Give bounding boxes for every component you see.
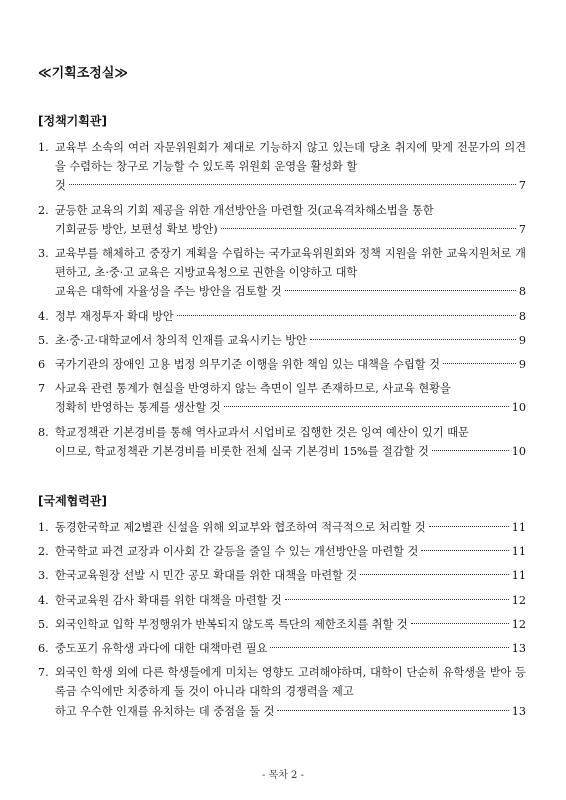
- toc-entry-last-line: [55, 639, 526, 658]
- dot-leader: [421, 550, 508, 551]
- dot-leader: [177, 315, 516, 316]
- toc-entry-text: [55, 566, 526, 585]
- dot-leader: [443, 363, 516, 364]
- toc-entry: [38, 615, 526, 634]
- toc-entry-last-line: [55, 566, 526, 585]
- toc-entry-last-line: [55, 702, 526, 721]
- section-heading-policy-planning: [정책기획관]: [38, 114, 107, 128]
- toc-entry-line: 기회균등 방안, 보편성 확보 방안): [55, 222, 218, 236]
- toc-page-number: 11: [511, 569, 526, 583]
- toc-entry-line: 중도포기 유학생 과다에 대한 대책마련 필요: [55, 642, 268, 656]
- toc-entry-line: 정부 재정투자 확대 방안: [55, 309, 174, 323]
- toc-entry-last-line: [55, 542, 526, 561]
- toc-entry-last-line: [55, 442, 526, 461]
- toc-entry-number: 4.: [38, 593, 49, 607]
- toc-entry: [38, 138, 526, 196]
- dot-leader: [432, 450, 509, 451]
- toc-entry-number: 6: [38, 358, 46, 372]
- toc-entry-line: 하고 우수한 인재를 유치하는 데 중점을 둘 것: [55, 704, 275, 718]
- toc-entry-text: [55, 663, 526, 721]
- toc-entry-line: 초·중·고·대학교에서 창의적 인재를 교육시키는 방안: [55, 333, 307, 347]
- toc-entry-line: 이므로, 학교정책관 기본경비를 비롯한 전체 실국 기본경비 15%를 절감할 것: [55, 444, 429, 458]
- toc-list-policy-planning: [38, 138, 526, 466]
- toc-entry-line: 학교정책관 기본경비를 통해 역사교과서 시업비로 집행한 것은 잉여 예산이 있기 때문: [55, 425, 469, 439]
- toc-page-number: 7: [518, 222, 526, 236]
- toc-entry-line: 한국교육원장 선발 시 민간 공모 확대를 위한 대책을 마련할 것: [55, 569, 358, 583]
- toc-entry-number: 7.: [38, 666, 49, 680]
- dot-leader: [429, 526, 509, 527]
- dot-leader: [221, 228, 516, 229]
- toc-entry-last-line: [55, 615, 526, 634]
- toc-entry-number: 2.: [38, 545, 49, 559]
- toc-entry: [38, 307, 526, 326]
- toc-page-number: 11: [511, 545, 526, 559]
- toc-entry-line: 교육은 대학에 자율성을 주는 방안을 검토할 것: [55, 285, 282, 299]
- dot-leader: [285, 599, 509, 600]
- toc-entry-text: [55, 244, 526, 302]
- toc-entry-text: [55, 138, 526, 196]
- toc-page-number: 10: [511, 444, 526, 458]
- toc-page-number: 9: [518, 333, 526, 347]
- page-footer: - 목차 2 -: [262, 770, 304, 781]
- page-title: ≪기획조정실≫: [38, 66, 129, 81]
- toc-page-number: 12: [511, 617, 526, 631]
- toc-entry-text: [55, 518, 526, 537]
- toc-entry-line: 교육부 소속의 여러 자문위원회가 제대로 기능하지 않고 있는데 당초 취지에 맞게 전문가의 의견을 수렴하는 창구로 기능할 수 있도록 위원회 운영을 활성화 할: [55, 141, 526, 174]
- toc-page-number: 12: [511, 593, 526, 607]
- dot-leader: [277, 710, 508, 711]
- toc-entry: [38, 244, 526, 302]
- toc-entry-text: [55, 201, 526, 239]
- toc-entry: [38, 518, 526, 537]
- toc-entry-text: [55, 542, 526, 561]
- toc-entry-line: 국가기관의 장애인 고용 법정 의무기준 이행을 위한 책임 있는 대책을 수립할 것: [55, 358, 440, 372]
- toc-entry-last-line: [55, 398, 526, 417]
- dot-leader: [224, 406, 509, 407]
- toc-entry-number: 4.: [38, 309, 49, 323]
- toc-entry: [38, 542, 526, 561]
- toc-entry-text: [55, 355, 526, 374]
- toc-entry: [38, 423, 526, 461]
- toc-entry-number: 5.: [38, 617, 49, 631]
- toc-entry-text: [55, 591, 526, 610]
- toc-list-international-cooperation: [38, 518, 526, 726]
- dot-leader: [310, 339, 516, 340]
- toc-entry-last-line: [55, 355, 526, 374]
- toc-entry-line: 정확히 반영하는 통계를 생산할 것: [55, 401, 221, 415]
- dot-leader: [69, 184, 516, 185]
- toc-entry-last-line: [55, 220, 526, 239]
- toc-entry-text: [55, 423, 526, 461]
- toc-entry-line: 균등한 교육의 기회 제공을 위한 개선방안을 마련할 것(교육격차해소법을 통한: [55, 203, 434, 217]
- toc-page-number: 13: [511, 704, 526, 718]
- toc-page-number: 8: [518, 309, 526, 323]
- toc-entry-text: [55, 379, 526, 417]
- toc-entry-last-line: [55, 518, 526, 537]
- toc-entry-text: [55, 307, 526, 326]
- toc-entry-last-line: [55, 591, 526, 610]
- toc-entry-line: 한국학교 파견 교장과 이사회 간 갈등을 줄일 수 있는 개선방안을 마련할 것: [55, 545, 419, 559]
- toc-entry-line: 동경한국학교 제2별관 신설을 위해 외교부와 협조하여 적극적으로 처리할 것: [55, 521, 426, 534]
- toc-entry-last-line: [55, 331, 526, 350]
- toc-entry-number: 1.: [38, 521, 49, 534]
- toc-entry-number: 7: [38, 382, 46, 396]
- toc-entry-text: [55, 331, 526, 350]
- toc-entry: [38, 639, 526, 658]
- dot-leader: [411, 623, 509, 624]
- toc-entry-text: [55, 639, 526, 658]
- toc-entry-number: 5.: [38, 333, 49, 347]
- toc-entry-last-line: [55, 176, 526, 195]
- toc-page-number: 8: [518, 285, 526, 299]
- toc-page-number: 7: [518, 179, 526, 193]
- toc-entry: [38, 331, 526, 350]
- toc-entry-last-line: [55, 282, 526, 301]
- toc-page-number: 9: [518, 358, 526, 372]
- toc-entry: [38, 663, 526, 721]
- toc-entry-number: 8.: [38, 425, 49, 439]
- toc-page-number: 11: [511, 521, 526, 534]
- toc-entry: [38, 379, 526, 417]
- dot-leader: [360, 574, 509, 575]
- toc-entry-text: [55, 615, 526, 634]
- section-heading-international-cooperation: [국제협력관]: [38, 494, 107, 508]
- toc-entry-number: 3.: [38, 569, 49, 583]
- toc-entry-number: 1.: [38, 141, 49, 154]
- toc-entry-line: 외국인학교 입학 부정행위가 반복되지 않도록 특단의 제한조치를 취할 것: [55, 617, 408, 631]
- toc-page-number: 10: [511, 401, 526, 415]
- toc-entry: [38, 201, 526, 239]
- toc-entry-line: 것: [55, 179, 66, 193]
- toc-entry: [38, 566, 526, 585]
- toc-entry-number: 2.: [38, 203, 49, 217]
- toc-entry-line: 사교육 관련 통계가 현실을 반영하지 않는 측면이 일부 존재하므로, 사교육 현황을: [55, 382, 451, 396]
- toc-entry-number: 3.: [38, 247, 49, 261]
- toc-entry: [38, 591, 526, 610]
- toc-entry: [38, 355, 526, 374]
- toc-entry-line: 교육부를 해체하고 중장기 계획을 수립하는 국가교육위원회와 정책 지원을 위한 교육지원처로 개편하고, 초·중·고 교육은 지방교육청으로 권한을 이양하고 대학: [55, 247, 526, 280]
- toc-entry-number: 6.: [38, 642, 49, 656]
- toc-page-number: 13: [511, 642, 526, 656]
- toc-entry-line: 한국교육원 감사 확대를 위한 대책을 마련할 것: [55, 593, 282, 607]
- dot-leader: [285, 290, 516, 291]
- toc-entry-line: 외국인 학생 외에 다른 학생들에게 미치는 영향도 고려해야하며, 대학이 단순히 유학생을 받아 등록금 수익에만 치중하게 둘 것이 아니라 대학의 경쟁력을 제고: [55, 666, 526, 699]
- dot-leader: [270, 647, 508, 648]
- toc-entry-last-line: [55, 307, 526, 326]
